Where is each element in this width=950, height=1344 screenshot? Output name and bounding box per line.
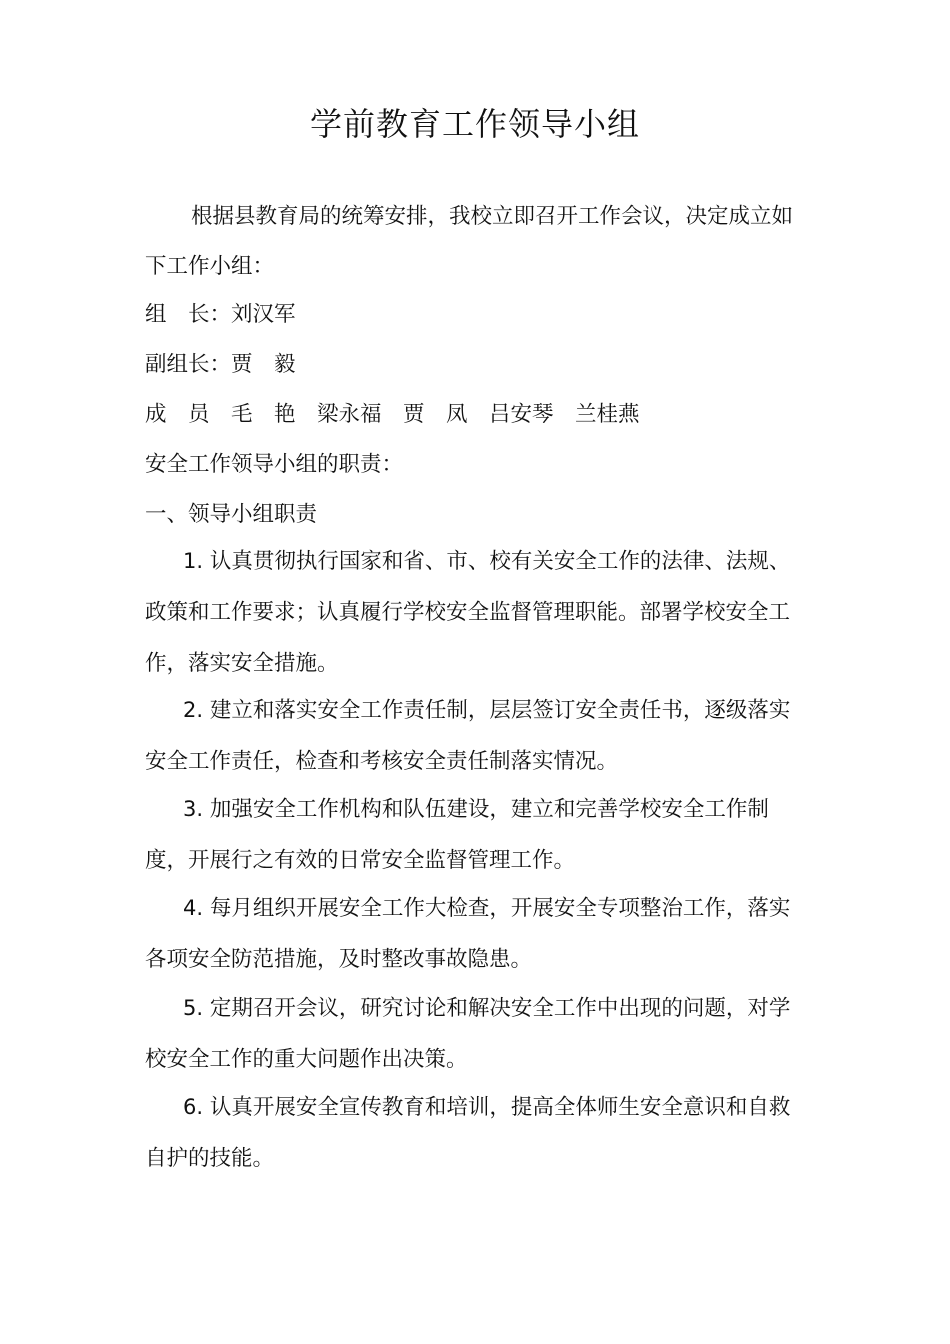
- leader-line: 组 长：刘汉军: [145, 302, 296, 327]
- duty-number: 6.: [183, 1095, 204, 1119]
- duty-number: 1.: [183, 549, 204, 573]
- duty-text: 每月组织开展安全工作大检查，开展安全专项整治工作，落实各项安全防范措施，及时整改事故隐患。: [145, 896, 791, 972]
- duty-item: [145, 983, 810, 1085]
- duty-number: 5.: [183, 996, 204, 1020]
- duty-text: 认真贯彻执行国家和省、市、校有关安全工作的法律、法规、政策和工作要求；认真履行学校安全监督管理职能。部署学校安全工作，落实安全措施。: [145, 549, 791, 676]
- duty-item: [145, 784, 810, 886]
- duty-text: 加强安全工作机构和队伍建设，建立和完善学校安全工作制度，开展行之有效的日常安全监督管理工作。: [145, 797, 769, 873]
- document-title: 学前教育工作领导小组: [309, 105, 640, 143]
- duty-item: [145, 685, 810, 787]
- duty-text: 建立和落实安全工作责任制，层层签订安全责任书，逐级落实安全工作责任，检查和考核安全责任制落实情况。: [145, 698, 791, 774]
- section-heading: 一、领导小组职责: [145, 502, 318, 527]
- duty-item: [145, 1082, 810, 1184]
- duty-item: [145, 536, 810, 689]
- deputy-leader-line: 副组长：贾 毅: [145, 352, 296, 377]
- duty-item: [145, 883, 810, 985]
- duty-number: 2.: [183, 698, 204, 722]
- duties-heading: 安全工作领导小组的职责：: [145, 452, 404, 477]
- duty-number: 4.: [183, 896, 204, 920]
- duty-text: 定期召开会议，研究讨论和解决安全工作中出现的问题，对学校安全工作的重大问题作出决策。: [145, 996, 791, 1072]
- intro-paragraph: 根据县教育局的统筹安排，我校立即召开工作会议，决定成立如下工作小组：: [145, 204, 794, 279]
- members-line: 成 员 毛 艳 梁永福 贾 凤 吕安琴 兰桂燕: [145, 402, 640, 427]
- duty-number: 3.: [183, 797, 204, 821]
- duty-text: 认真开展安全宣传教育和培训，提高全体师生安全意识和自救自护的技能。: [145, 1095, 791, 1171]
